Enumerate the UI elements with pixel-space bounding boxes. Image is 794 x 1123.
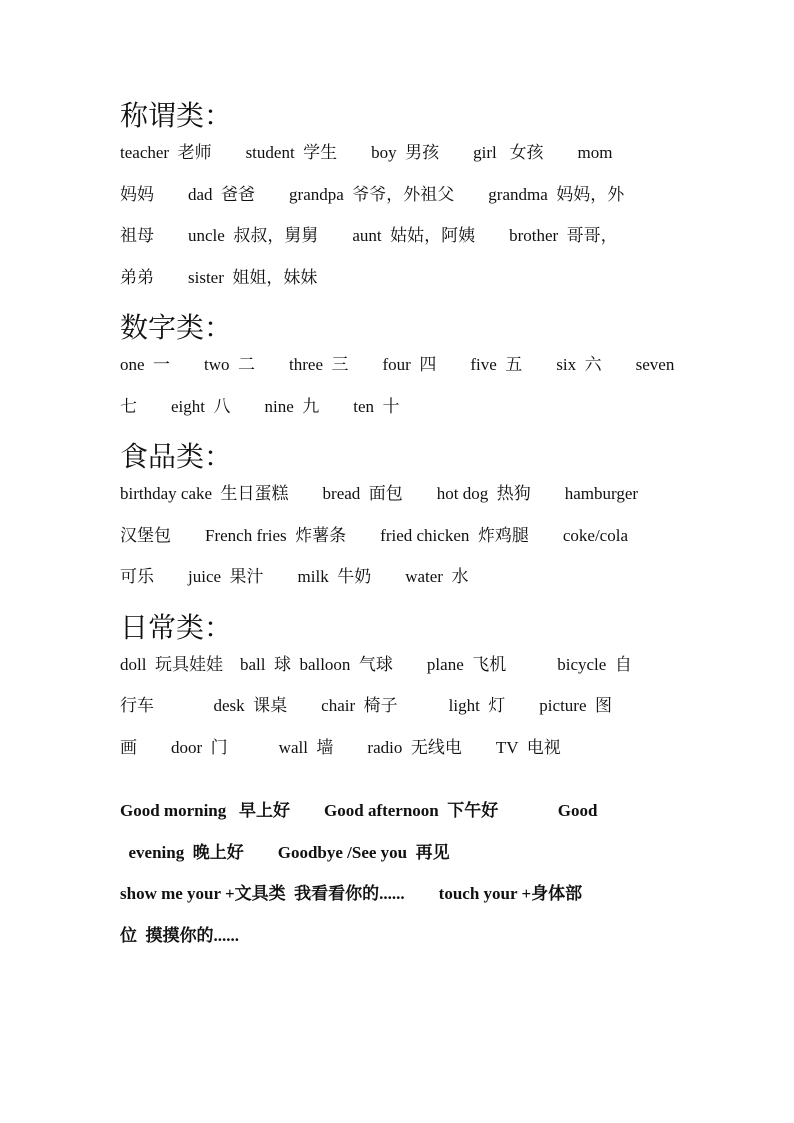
section-titles [120, 96, 740, 298]
vocab-line: one 一 two 二 three 三 four 四 five 五 six 六 seven [120, 355, 675, 374]
vocab-line: 七 eight 八 nine 九 ten 十 [120, 396, 400, 416]
vocab-line: 妈妈 dad 爸爸 grandpa 爷爷，外祖父 grandma 妈妈，外 [120, 184, 625, 204]
vocab-line: 可乐 juice 果汁 milk 牛奶 water 水 [120, 567, 469, 586]
vocab-line: 行车 desk 课桌 chair 椅子 light 灯 picture 图 [120, 696, 613, 715]
phrase-line: 位 摸摸你的...... [120, 925, 239, 945]
section-numbers [120, 308, 740, 427]
vocab-line: birthday cake 生日蛋糕 bread 面包 hot dog 热狗 hamburger [120, 484, 639, 503]
section-phrases [120, 790, 740, 956]
document-page [120, 96, 740, 966]
section-daily [120, 608, 740, 769]
section-food [120, 437, 740, 598]
section-heading: 称谓类： [120, 99, 233, 132]
phrase-line: Good morning 早上好 Good afternoon 下午好 Good [120, 801, 598, 820]
vocab-line: 祖母 uncle 叔叔，舅舅 aunt 姑姑，阿姨 brother 哥哥， [120, 226, 618, 245]
vocab-line: teacher 老师 student 学生 boy 男孩 girl 女孩 mom [120, 143, 613, 162]
vocab-line: 汉堡包 French fries 炸薯条 fried chicken 炸鸡腿 coke/cola [120, 525, 628, 545]
phrase-line: show me your +文具类 我看看你的...... touch your +身体部 [120, 884, 583, 903]
vocab-line: 画 door 门 wall 墙 radio 无线电 TV 电视 [120, 737, 561, 757]
vocab-line: doll 玩具娃娃 ball 球 balloon 气球 plane 飞机 bicycle 自 [120, 654, 632, 674]
section-heading: 日常类： [120, 610, 233, 644]
section-heading: 食品类： [120, 440, 233, 473]
phrase-line: evening 晚上好 Goodbye /See you 再见 [120, 842, 450, 862]
section-heading: 数字类： [120, 311, 233, 344]
vocab-line: 弟弟 sister 姐姐，妹妹 [120, 267, 318, 287]
